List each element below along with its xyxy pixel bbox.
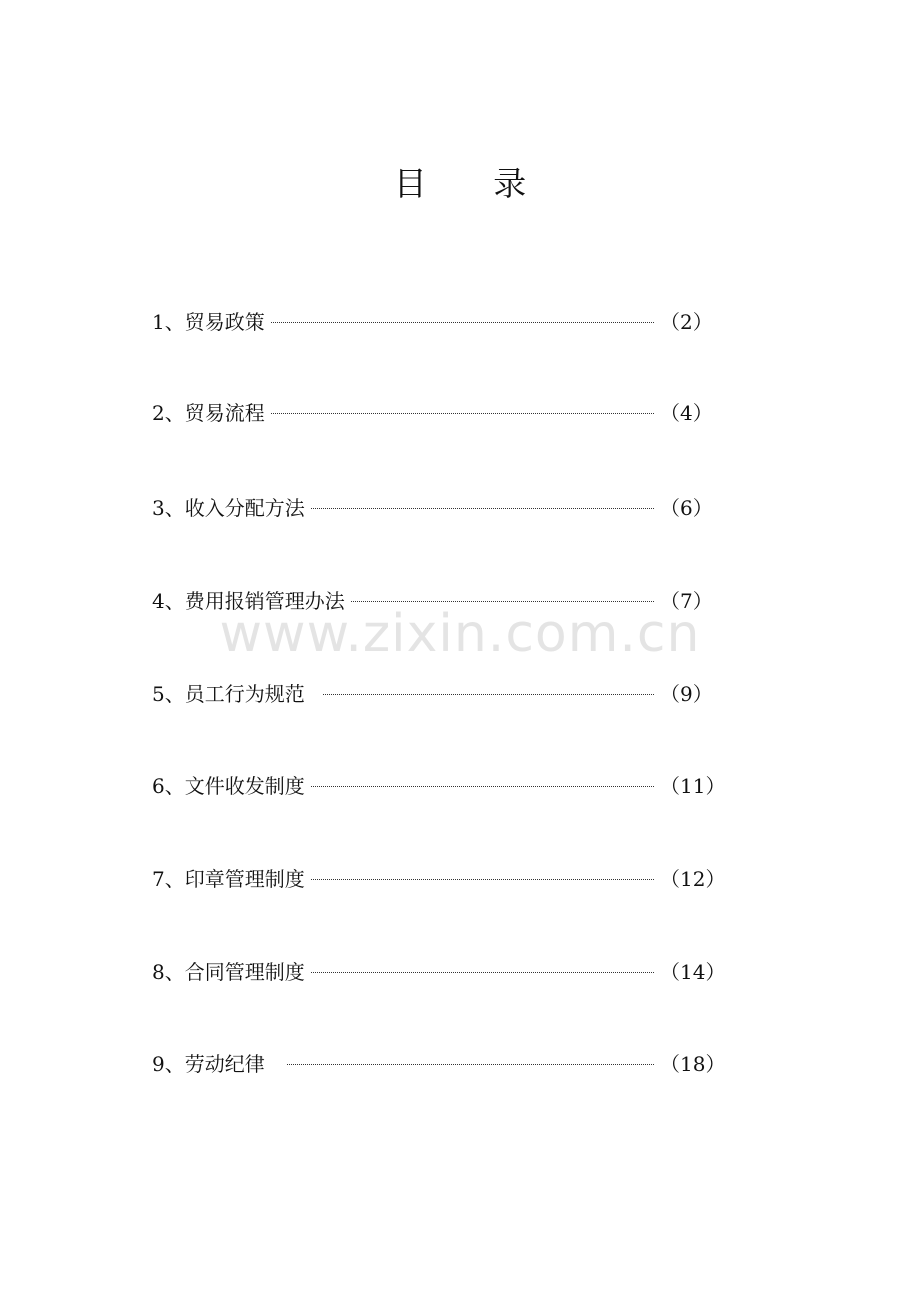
leader-dots — [311, 786, 654, 787]
toc-entry-page: （11） — [660, 773, 726, 798]
toc-entry-label: 6、文件收发制度 — [152, 773, 305, 798]
toc-entry-label: 3、收入分配方法 — [152, 495, 305, 520]
toc-entry-page: （2） — [660, 309, 713, 334]
toc-entry-label: 8、合同管理制度 — [152, 959, 305, 984]
toc-entry-page: （14） — [660, 959, 726, 984]
toc-entry[interactable] — [152, 950, 726, 990]
leader-dots — [311, 508, 654, 509]
toc-entry-page: （7） — [660, 588, 713, 613]
toc-entry-label: 9、劳动纪律 — [152, 1051, 265, 1076]
toc-entry[interactable] — [152, 391, 712, 431]
title-char-1: 目 — [393, 164, 427, 203]
toc-entry-page: （4） — [660, 400, 713, 425]
title-char-2: 录 — [493, 164, 527, 203]
toc-entry-label: 2、贸易流程 — [152, 400, 265, 425]
toc-entry-label: 1、贸易政策 — [152, 309, 265, 334]
toc-entry-label: 5、员工行为规范 — [152, 681, 305, 706]
toc-entry[interactable] — [152, 300, 712, 340]
toc-entry[interactable] — [152, 1042, 726, 1082]
leader-dots — [287, 1064, 654, 1065]
leader-dots — [311, 972, 654, 973]
leader-dots — [351, 601, 654, 602]
toc-entry[interactable] — [152, 857, 726, 897]
leader-dots — [271, 322, 654, 323]
leader-dots — [271, 413, 654, 414]
leader-dots — [311, 879, 654, 880]
toc-entry-label: 7、印章管理制度 — [152, 866, 305, 891]
watermark: www.zixin.com.cn — [219, 604, 701, 664]
toc-entry[interactable] — [152, 486, 712, 526]
toc-entry-label: 4、费用报销管理办法 — [152, 588, 345, 613]
toc-entry-page: （12） — [660, 866, 726, 891]
toc-entry[interactable] — [152, 672, 712, 712]
toc-entry-page: （9） — [660, 681, 713, 706]
leader-dots — [323, 694, 654, 695]
page-title — [0, 158, 920, 205]
toc-entry[interactable] — [152, 579, 712, 619]
toc-entry[interactable] — [152, 764, 726, 804]
toc-entry-page: （6） — [660, 495, 713, 520]
toc-entry-page: （18） — [660, 1051, 726, 1076]
